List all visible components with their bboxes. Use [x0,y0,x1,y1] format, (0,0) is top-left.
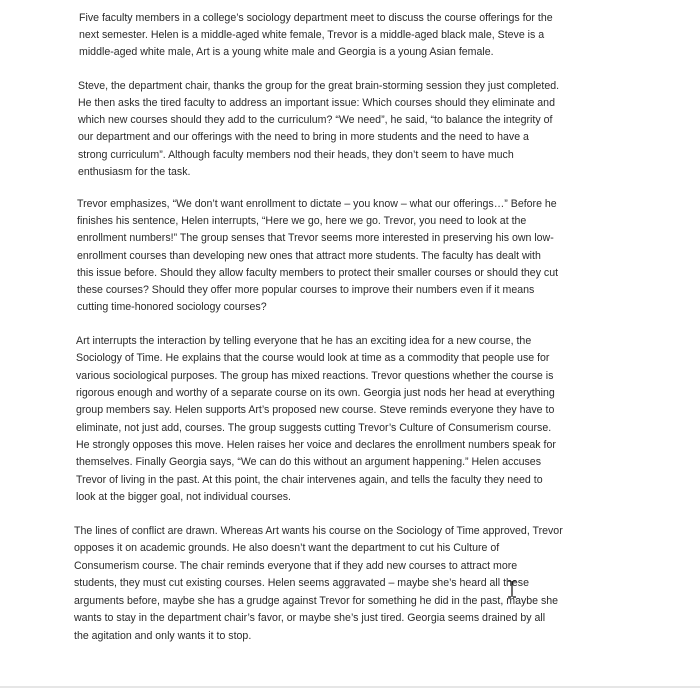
text-line: He then asks the tired faculty to address an important issue: Which courses should they eliminate and [78,97,555,109]
text-line: students, they must cut existing courses. Helen seems aggravated – maybe she’s heard all these [74,577,529,589]
text-line: Steve, the department chair, thanks the group for the great brain-storming session they just completed. [78,80,560,92]
text-line: enrollment numbers!” The group senses that Trevor seems more interested in preserving his own low- [77,232,554,244]
text-line: Trevor emphasizes, “We don’t want enrollment to dictate – you know – what our offerings…” Before he [77,198,557,210]
text-line: rigorous enough and worthy of a separate course on its own. Georgia just nods her head at everything [76,387,555,399]
text-line: opposes it on academic grounds. He also doesn’t want the department to cut his Culture of [74,542,500,554]
text-line: arguments before, maybe she has a grudge against Trevor for something he did in the past, maybe she [74,595,559,607]
text-line: our department and our offerings with the need to bring in more students and the need to have a [78,131,529,143]
text-line: which new courses should they add to the curriculum? “We need”, he said, “to balance the integrity of [78,114,553,126]
text-line: various sociological purposes. The group has mixed reactions. Trevor questions whether the course is [76,370,554,382]
text-line: Trevor of living in the past. At this point, the chair intervenes again, and tells the faculty they need to [76,474,543,486]
text-line: Sociology of Time. He explains that the course would look at time as a commodity that people use for [76,352,550,364]
text-line: the agitation and only wants it to stop. [74,630,252,642]
text-line: themselves. Finally Georgia says, “We can do this without an argument happening.” Helen accuses [76,456,541,468]
page-bottom-edge [0,686,700,688]
text-line: finishes his sentence, Helen interrupts, “Here we go, here we go. Trevor, you need to look at the [77,215,527,227]
text-line: enrollment courses than developing new ones that attract more students. The faculty has dealt with [77,250,541,262]
text-line: enthusiasm for the task. [78,166,191,178]
text-line: middle-aged white male, Art is a young white male and Georgia is a young Asian female. [79,46,494,58]
text-line: eliminate, not just add, courses. The group suggests cutting Trevor’s Culture of Consumerism course. [76,422,552,434]
text-line: these courses? Should they offer more popular courses to improve their numbers even if it means [77,284,535,296]
text-line: Consumerism course. The chair reminds everyone that if they add new courses to attract more [74,560,518,572]
text-line: this issue before. Should they allow faculty members to protect their smaller courses or should they cut [77,267,559,279]
text-line: strong curriculum”. Although faculty members nod their heads, they don’t seem to have much [78,149,514,161]
text-line: look at the bigger goal, not individual courses. [76,491,291,503]
text-line: cutting time-honored sociology courses? [77,301,267,313]
text-line: Five faculty members in a college’s sociology department meet to discuss the course offerings for the [79,12,553,24]
text-line: The lines of conflict are drawn. Whereas Art wants his course on the Sociology of Time approved, Trevor [74,525,563,537]
text-line: group members say. Helen supports Art’s proposed new course. Steve reminds everyone they have to [76,404,555,416]
text-line: He strongly opposes this move. Helen raises her voice and declares the enrollment numbers speak for [76,439,556,451]
text-cursor-icon [507,580,517,598]
text-line: next semester. Helen is a middle-aged white female, Trevor is a middle-aged black male, Steve is a [79,29,545,41]
text-line: Art interrupts the interaction by telling everyone that he has an exciting idea for a new course, the [76,335,532,347]
text-line: wants to stay in the department chair’s favor, or maybe she’s just tired. Georgia seems drained by all [74,612,546,624]
